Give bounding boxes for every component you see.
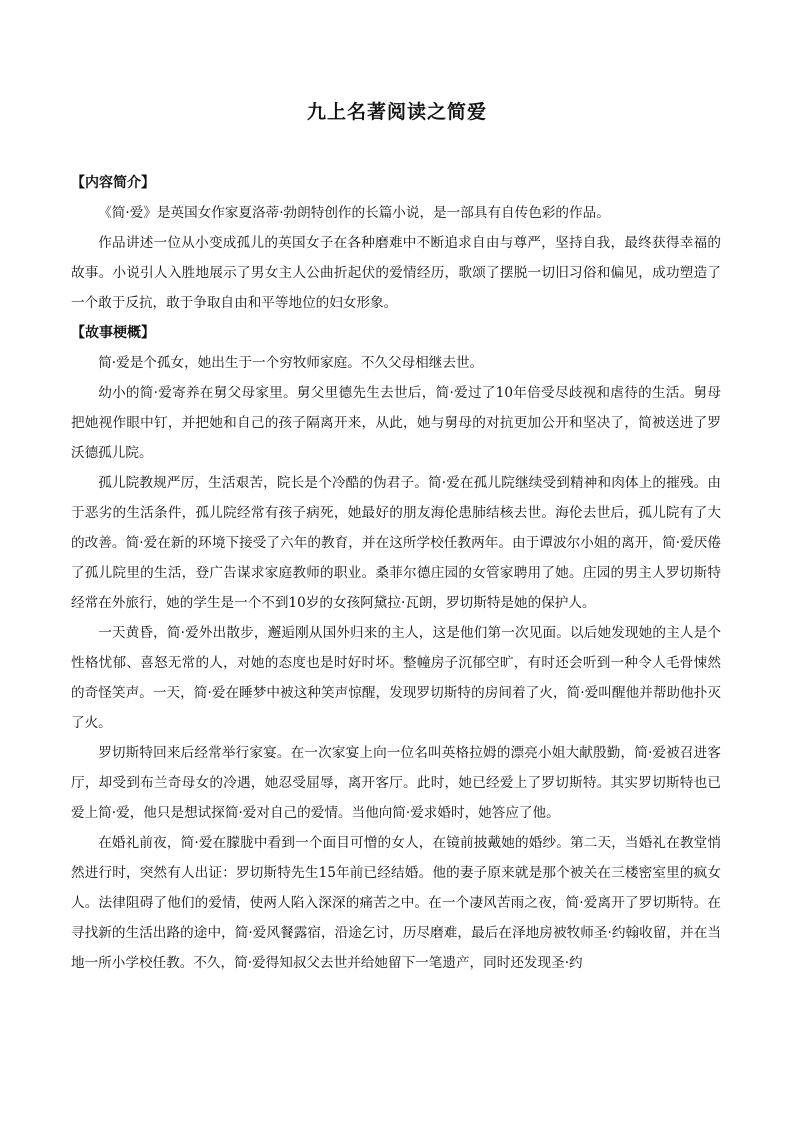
paragraph: 《简·爱》是英国女作家夏洛蒂·勃朗特创作的长篇小说，是一部具有自传色彩的作品。 [98, 205, 610, 221]
paragraph: 在婚礼前夜，简·爱在朦胧中看到一个面目可憎的女人，在镜前披戴她的婚纱。第二天，当婚礼在教堂悄然进行时，突然有人出证：罗切斯特先生15年前已经结婚。他的妻子原来就是那个被关在三楼密室里的疯女人。法律阻碍了他们的爱情，使两人陷入深深的痛苦之中。在一个凄风苦雨之夜，简·爱离开了罗切斯特。在寻找新的生活出路的途中，简·爱风餐露宿，沿途乞讨，历尽磨难，最后在泽地房被牧师圣·约翰收留，并在当地一所小学校任教。不久，简·爱得知叔父去世并给她留下一笔遗产，同时还发现圣·约 [71, 835, 721, 971]
section-heading-story: 【故事梗概】 [71, 325, 155, 341]
paragraph: 一天黄昏，简·爱外出散步，邂逅刚从国外归来的主人，这是他们第一次见面。以后她发现她的主人是个性格忧郁、喜怒无常的人，对她的态度也是时好时坏。整幢房子沉郁空旷，有时还会听到一种令人毛骨悚然的奇怪笑声。一天，简·爱在睡梦中被这种笑声惊醒，发现罗切斯特的房间着了火，简·爱叫醒他并帮助他扑灭了火。 [71, 625, 721, 731]
paragraph: 罗切斯特回来后经常举行家宴。在一次家宴上向一位名叫英格拉姆的漂亮小姐大献殷勤，简·爱被召进客厅，却受到布兰奇母女的冷遇，她忍受屈辱，离开客厅。此时，她已经爱上了罗切斯特。其实罗切斯特也已爱上简·爱，他只是想试探简·爱对自己的爱情。当他向简·爱求婚时，她答应了他。 [71, 745, 721, 821]
paragraph: 幼小的简·爱寄养在舅父母家里。舅父里德先生去世后，简·爱过了10年倍受尽歧视和虐待的生活。舅母把她视作眼中钉，并把她和自己的孩子隔离开来，从此，她与舅母的对抗更加公开和坚决了，简被送进了罗沃德孤儿院。 [71, 385, 721, 461]
page-title: 九上名著阅读之简爱 [306, 101, 487, 123]
paragraph: 孤儿院教规严厉，生活艰苦，院长是个冷酷的伪君子。简·爱在孤儿院继续受到精神和肉体上的摧残。由于恶劣的生活条件，孤儿院经常有孩子病死，她最好的朋友海伦患肺结核去世。海伦去世后，孤儿院有了大的改善。简·爱在新的环境下接受了六年的教育，并在这所学校任教两年。由于谭波尔小姐的离开，简·爱厌倦了孤儿院里的生活，登广告谋求家庭教师的职业。桑菲尔德庄园的女管家聘用了她。庄园的男主人罗切斯特经常在外旅行，她的学生是一个不到10岁的女孩阿黛拉·瓦朗，罗切斯特是她的保护人。 [71, 475, 721, 611]
paragraph: 作品讲述一位从小变成孤儿的英国女子在各种磨难中不断追求自由与尊严，坚持自我，最终获得幸福的故事。小说引人入胜地展示了男女主人公曲折起伏的爱情经历，歌颂了摆脱一切旧习俗和偏见，成功塑造了一个敢于反抗，敢于争取自由和平等地位的妇女形象。 [71, 235, 721, 311]
section-heading-summary: 【内容简介】 [71, 175, 155, 191]
document-body [71, 168, 721, 978]
paragraph: 简·爱是个孤女，她出生于一个穷牧师家庭。不久父母相继去世。 [98, 355, 484, 371]
